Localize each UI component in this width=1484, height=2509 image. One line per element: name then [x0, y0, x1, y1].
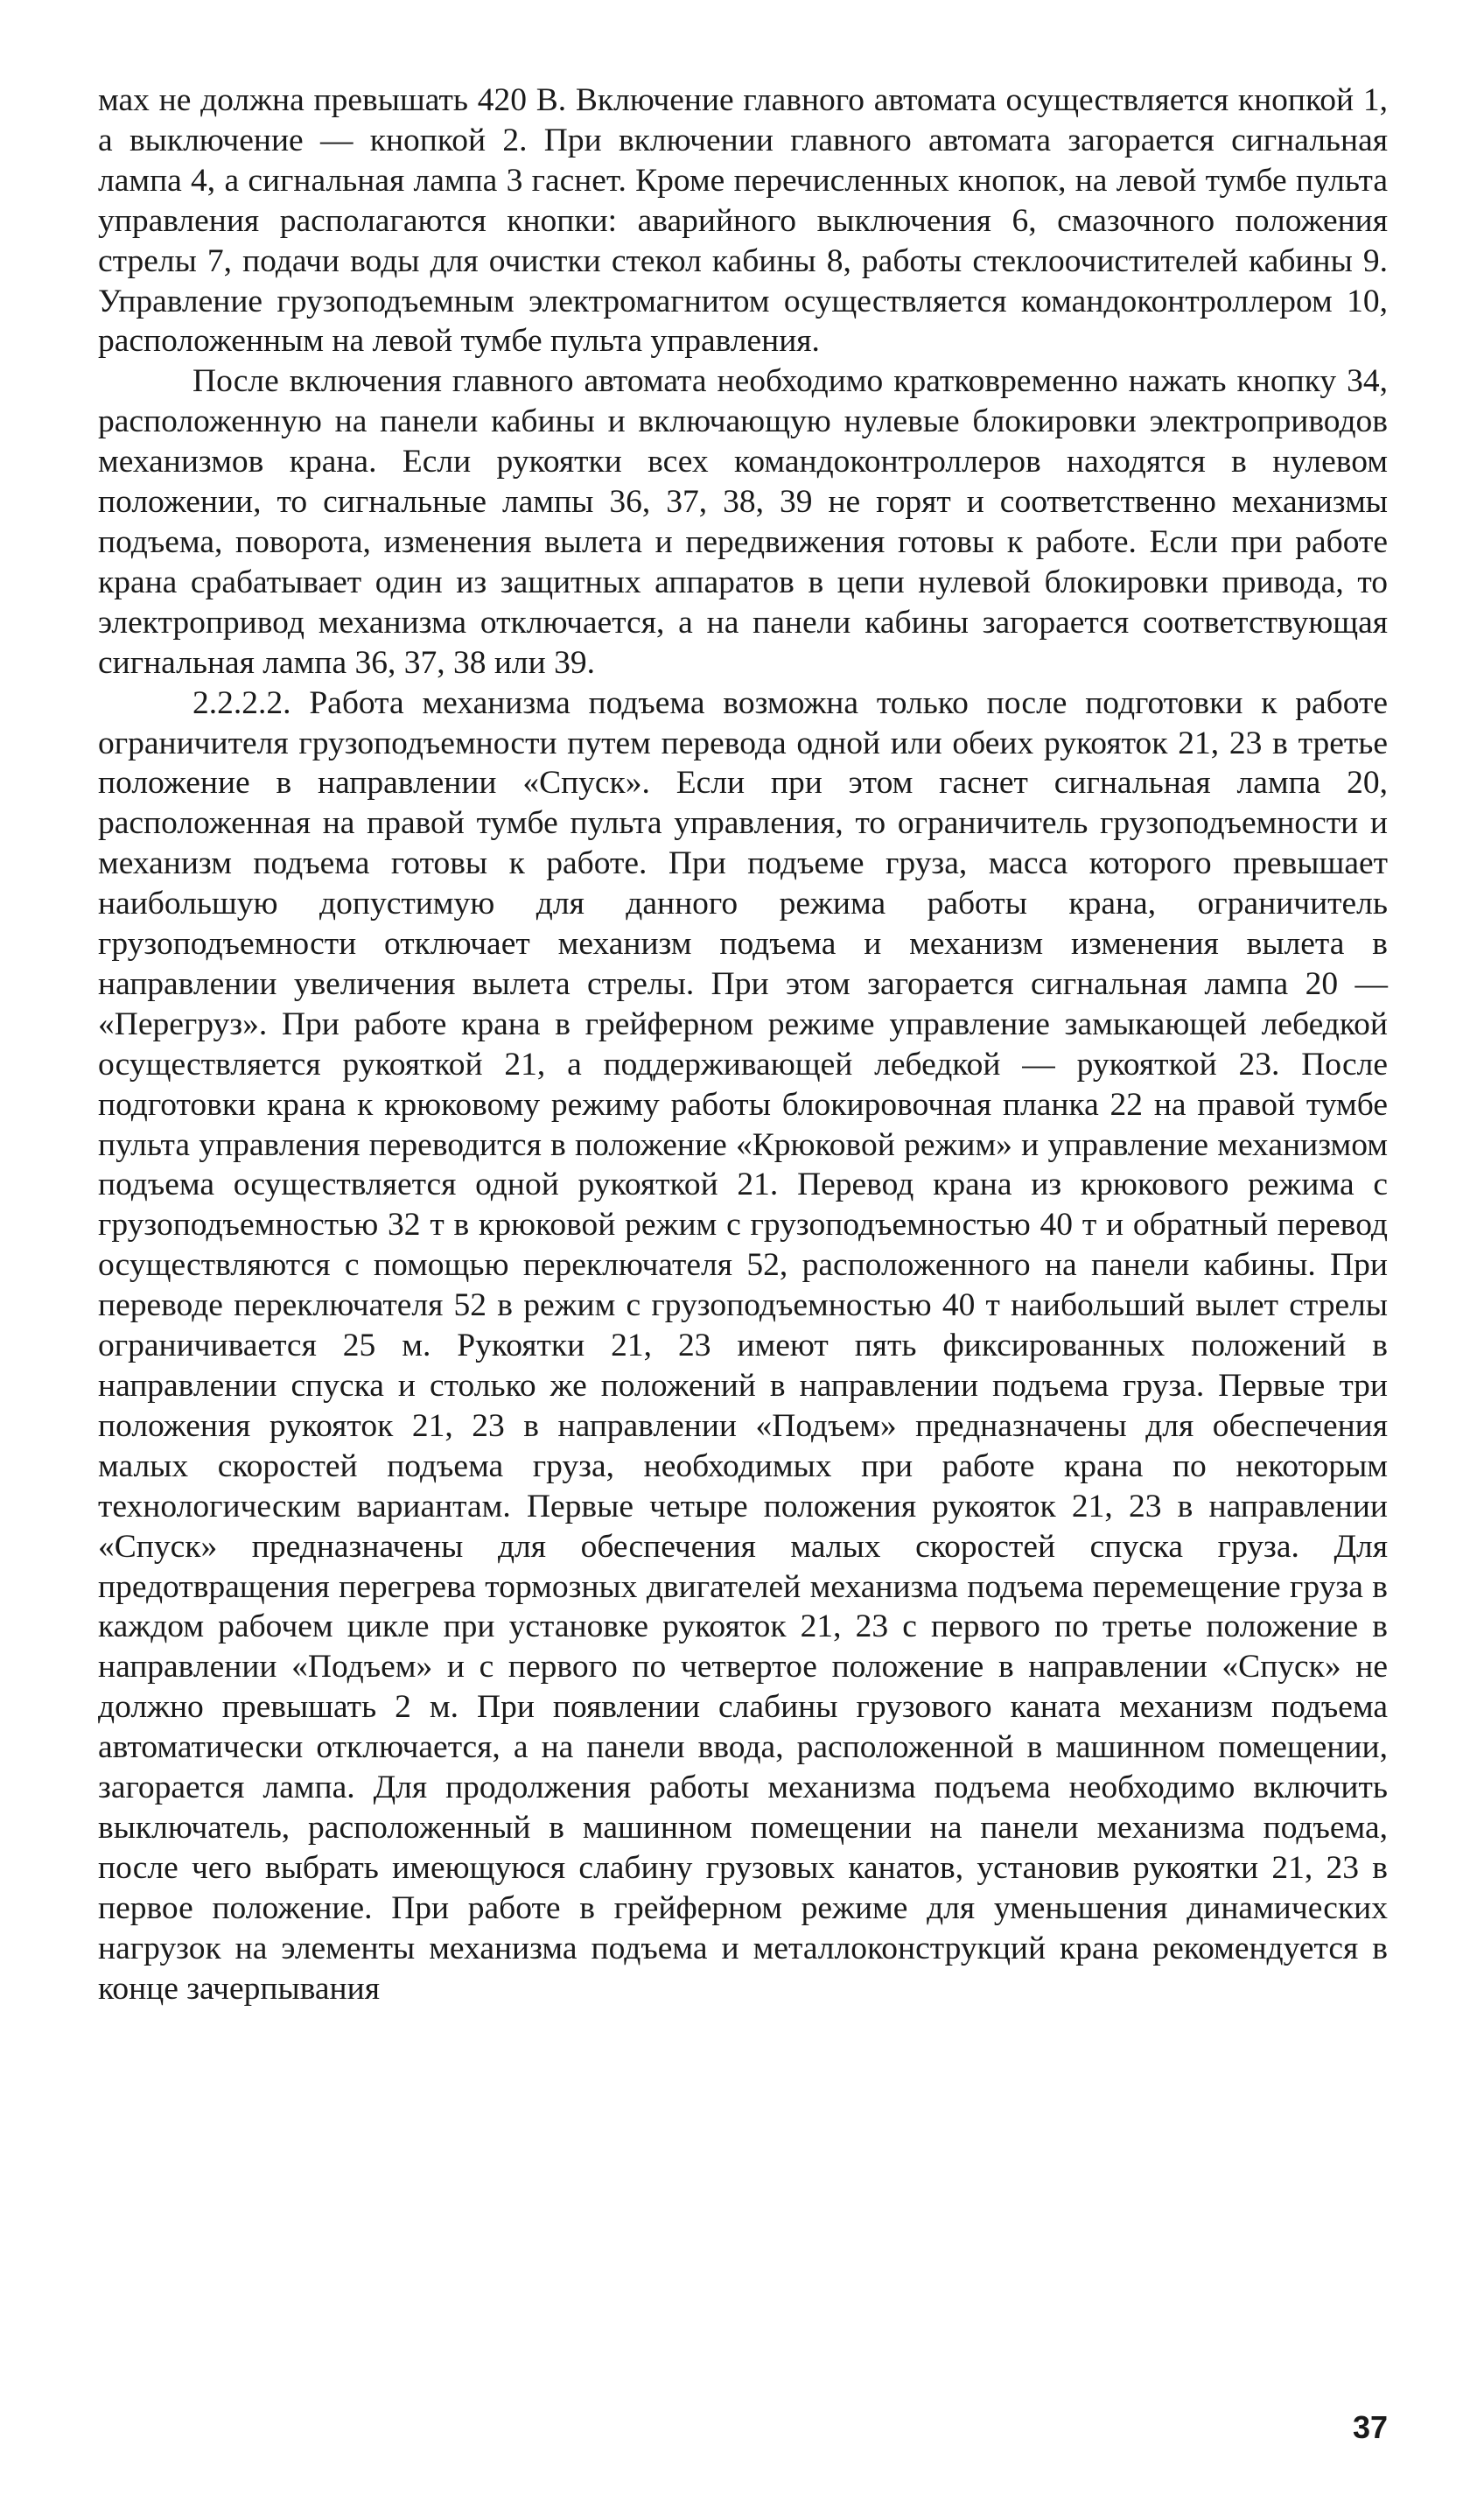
paragraph-1: мах не должна превышать 420 В. Включение главного автомата осуществляется кнопкой 1, а выключение — кнопкой 2. При включении главного автомата загорается сигнальная лампа 4, а сигнальная лампа 3 гаснет. Кроме перечисленных кнопок, на левой тумбе пульта управления располагаются кнопки: аварийного выключения 6, смазочного положения стрелы 7, подачи воды для очистки стекол кабины 8, работы стеклоочистителей кабины 9. Управление грузоподъемным электромагнитом осуществляется командоконтроллером 10, расположенным на левой тумбе пульта управления.	[98, 82, 1388, 360]
page-number: 37	[1352, 2409, 1388, 2445]
paragraph-3: 2.2.2.2. Работа механизма подъема возможна только после подготовки к работе ограничителя грузоподъемности путем перевода одной или обеих рукояток 21, 23 в третье положение в направлении «Спуск». Если при этом гаснет сигнальная лампа 20, расположенная на правой тумбе пульта управления, то ограничитель грузоподъемности и механизм подъема готовы к работе. При подъеме груза, масса которого превышает наибольшую допустимую для данного режима работы крана, ограничитель грузоподъемности отключает механизм подъема и механизм изменения вылета в направлении увеличения вылета стрелы. При этом загорается сигнальная лампа 20 — «Перегруз». При работе крана в грейферном режиме управление замыкающей лебедкой осуществляется рукояткой 21, а поддерживающей лебедкой — рукояткой 23. После подготовки крана к крюковому режиму работы блокировочная планка 22 на правой тумбе пульта управления переводится в положение «Крюковой режим» и управление механизмом подъема осуществляется одной рукояткой 21. Перевод крана из крюкового режима с грузоподъемностью 32 т в крюковой режим с грузоподъемностью 40 т и обратный перевод осуществляются с помощью переключателя 52, расположенного на панели кабины. При переводе переключателя 52 в режим с грузоподъемностью 40 т наибольший вылет стрелы ограничивается 25 м. Рукоятки 21, 23 имеют пять фиксированных положений в направлении спуска и столько же положений в направлении подъема груза. Первые три положения рукояток 21, 23 в направлении «Подъем» предназначены для обеспечения малых скоростей подъема груза, необходимых при работе крана по некоторым технологическим вариантам. Первые четыре положения рукояток 21, 23 в направлении «Спуск» предназначены для обеспечения малых скоростей спуска груза. Для предотвращения перегрева тормозных двигателей механизма подъема перемещение груза в каждом рабочем цикле при установке рукояток 21, 23 с первого по третье положение в направлении «Подъем» и с первого по четвертое положение в направлении «Спуск» не должно превышать 2 м. При появлении слабины грузового каната механизм подъема автоматически отключается, а на панели ввода, расположенной в машинном помещении, загорается лампа. Для продолжения работы механизма подъема необходимо включить выключатель, расположенный в машинном помещении на панели механизма подъема, после чего выбрать имеющуюся слабину грузовых канатов, установив рукоятки 21, 23 в первое положение. При работе в грейферном режиме для уменьшения динамических нагрузок на элементы механизма подъема и металлоконструкций крана рекомендуется в конце зачерпывания	[98, 684, 1388, 2007]
page-body	[98, 81, 1388, 2009]
paragraph-2: После включения главного автомата необходимо кратковременно нажать кнопку 34, расположенную на панели кабины и включающую нулевые блокировки электроприводов механизмов крана. Если рукоятки всех командоконтроллеров находятся в нулевом положении, то сигнальные лампы 36, 37, 38, 39 не горят и соответственно механизмы подъема, поворота, изменения вылета и передвижения готовы к работе. Если при работе крана срабатывает один из защитных аппаратов в цепи нулевой блокировки привода, то электропривод механизма отключается, а на панели кабины загорается соответствующая сигнальная лампа 36, 37, 38 или 39.	[98, 363, 1388, 681]
